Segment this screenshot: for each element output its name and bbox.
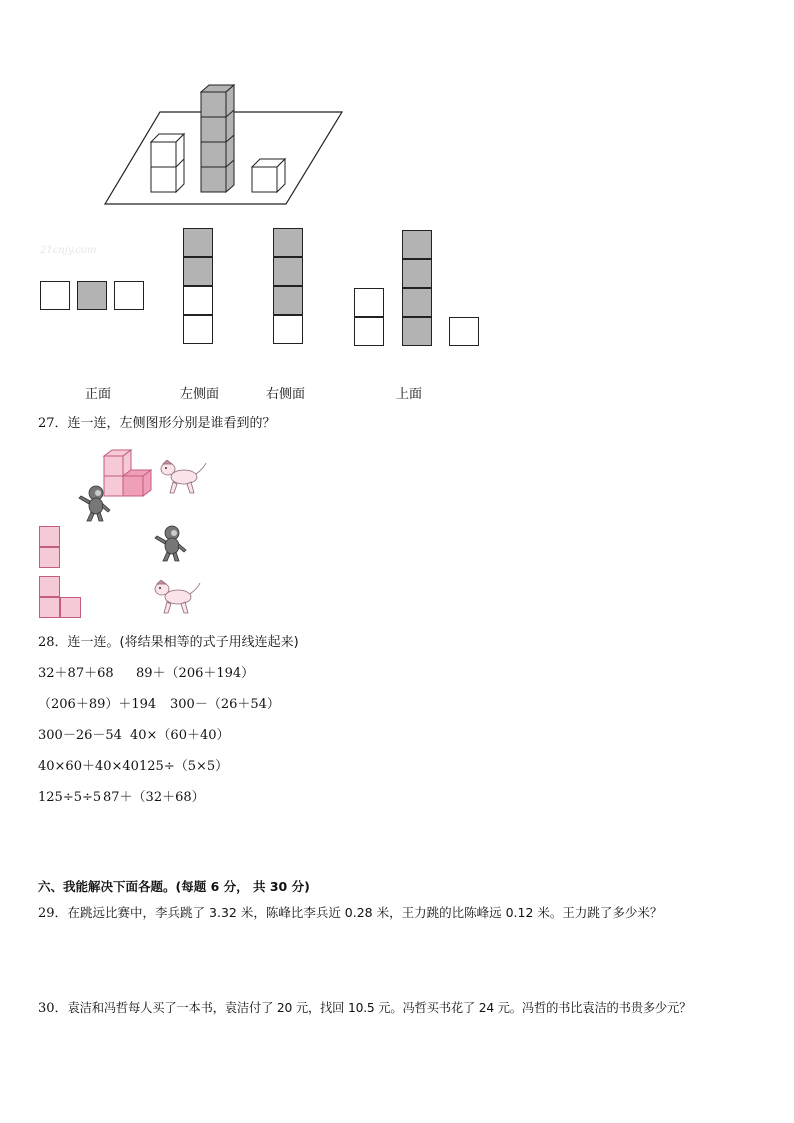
expression-right: 89＋（206＋194）	[136, 666, 255, 681]
expression-left: 300－26－54	[38, 728, 122, 743]
expression-right: 40×（60＋40）	[130, 728, 230, 743]
label-top: 上面	[396, 387, 423, 402]
expression-right: 125÷（5×5）	[139, 759, 229, 774]
question-number: 30．	[38, 1001, 68, 1016]
question-number: 28．	[38, 635, 68, 650]
question-number: 27．	[38, 416, 68, 431]
expression-left: 40×60＋40×40	[38, 759, 139, 774]
left-cube-stack	[151, 134, 184, 192]
label-right: 右侧面	[266, 387, 306, 402]
question-27	[38, 416, 276, 432]
cube-arrangement-figure	[100, 80, 350, 210]
expression-left: 125÷5÷5	[38, 790, 102, 805]
question-text: 连一连，左侧图形分别是谁看到的？	[67, 416, 276, 431]
monkey-icon	[152, 524, 192, 564]
tall-cube-stack	[201, 85, 234, 192]
expression-left: 32＋87＋68	[38, 666, 114, 681]
section-title: 六、我能解决下面各题。(每题 6 分， 共 30 分)	[38, 879, 310, 894]
question-text: 在跳远比赛中，李兵跳了 3.32 米，陈峰比李兵近 0.28 米，王力跳的比陈峰远 0.12 米。王力跳了多少米？	[67, 905, 663, 920]
expression-left: （206＋89）＋194	[38, 697, 157, 712]
label-front: 正面	[85, 387, 112, 402]
question-28	[38, 635, 299, 651]
question-text: 袁洁和冯哲每人买了一本书，袁洁付了 20 元，找回 10.5 元。冯哲买书花了 24 元。冯哲的书比袁洁的书贵多少元？	[67, 1001, 692, 1015]
question-29	[38, 905, 662, 922]
question-30	[38, 1000, 691, 1017]
dog-icon	[158, 460, 208, 496]
monkey-icon	[76, 484, 116, 524]
expression-right: 300－（26＋54）	[170, 697, 280, 712]
watermark: 21cnjy.com	[40, 245, 97, 256]
label-left: 左侧面	[180, 387, 220, 402]
expression-right: 87＋（32＋68）	[103, 790, 205, 805]
question-number: 29．	[38, 906, 68, 921]
dog-icon	[152, 580, 202, 616]
question-text: 连一连。(将结果相等的式子用线连起来)	[67, 635, 299, 650]
single-cube	[252, 159, 285, 192]
